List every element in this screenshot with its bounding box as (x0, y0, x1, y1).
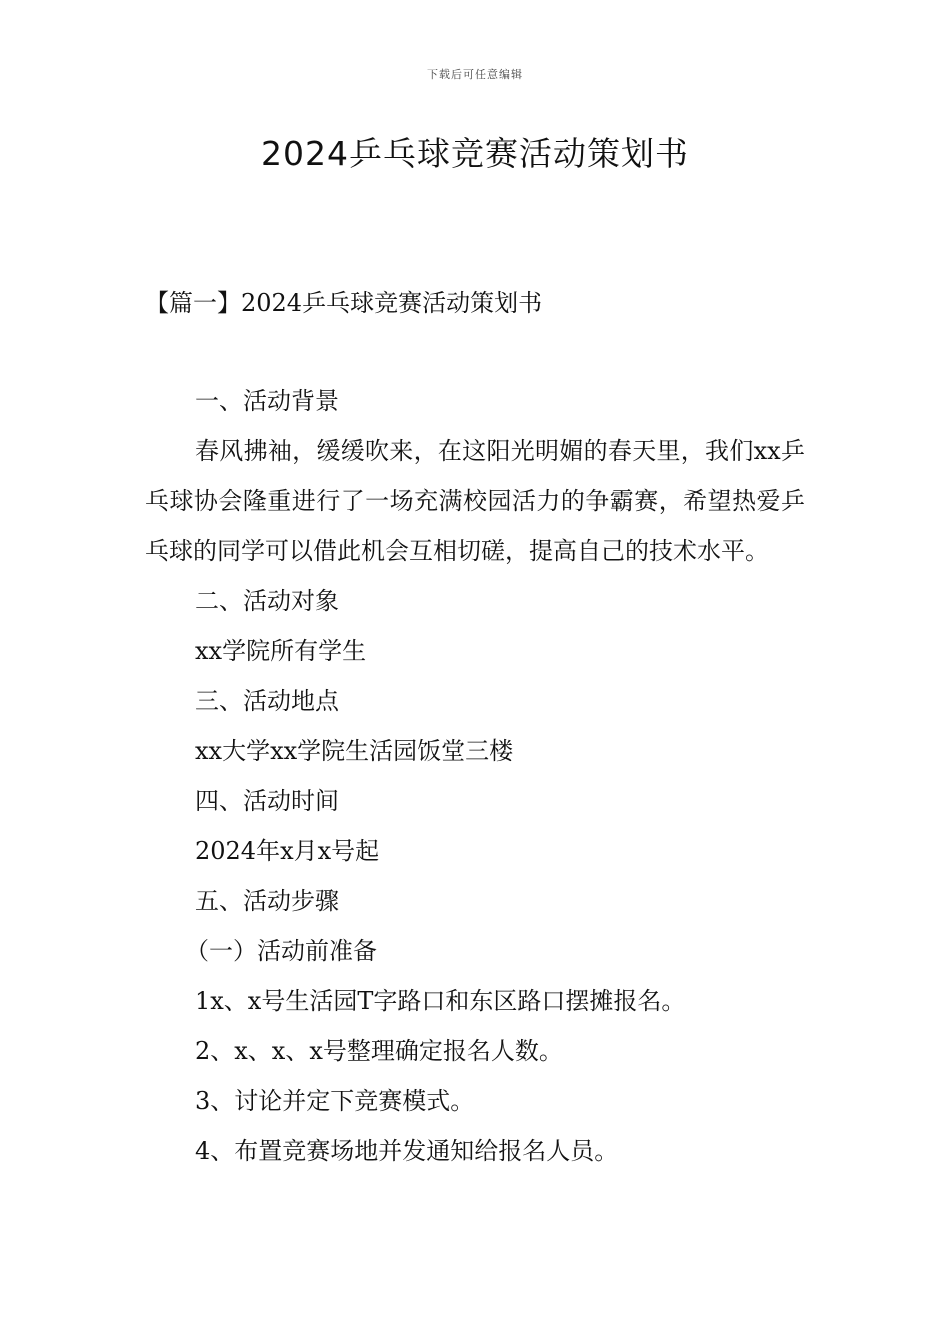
section-body-time: 2024年x月x号起 (195, 837, 380, 865)
section-heading-time: 四、活动时间 (195, 787, 339, 815)
section-heading-steps: 五、活动步骤 (195, 887, 339, 915)
list-item-count: 2、x、x、x号整理确定报名人数。 (195, 1037, 563, 1065)
list-item-registration: 1x、x号生活园T字路口和东区路口摆摊报名。 (195, 987, 686, 1015)
section-body-target: xx学院所有学生 (195, 637, 367, 665)
section-heading-target: 二、活动对象 (195, 587, 339, 615)
header-note: 下载后可任意编辑 (427, 68, 523, 81)
document-body (145, 376, 805, 1176)
chapter-heading: 【篇一】2024乒乓球竞赛活动策划书 (145, 289, 543, 317)
section-body-location: xx大学xx学院生活园饭堂三楼 (195, 737, 514, 765)
subsection-heading-preparation: （一）活动前准备 (185, 937, 377, 965)
section-heading-location: 三、活动地点 (195, 687, 339, 715)
section-body-background: 春风拂袖，缓缓吹来，在这阳光明媚的春天里，我们xx乒乓球协会隆重进行了一场充满校园活力的争霸赛，希望热爱乒乓球的同学可以借此机会互相切磋，提高自己的技术水平。 (145, 437, 805, 565)
document-title: 2024乒乓球竞赛活动策划书 (261, 134, 689, 173)
section-heading-background: 一、活动背景 (195, 387, 339, 415)
list-item-format: 3、讨论并定下竞赛模式。 (195, 1087, 475, 1115)
list-item-venue: 4、布置竞赛场地并发通知给报名人员。 (195, 1137, 619, 1165)
